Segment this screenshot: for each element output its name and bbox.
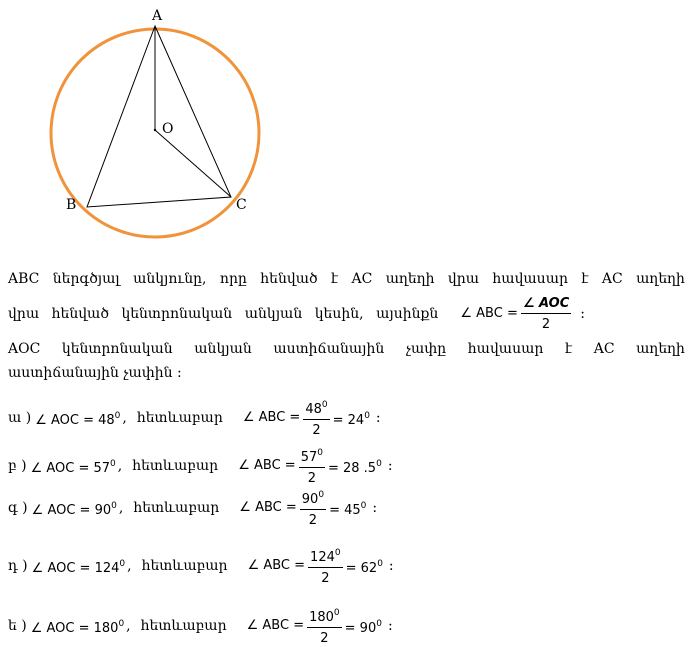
therefore-word: հետևաբար [140,618,227,634]
case-result: = 28 $.5^0$ [327,458,382,476]
case-given: ∠ AOC = $124^0$ [31,558,126,576]
case-letter: ա ) [8,410,32,426]
therefore-word: հետևաբար [133,500,220,516]
case-lhs: ∠ ABC = [246,618,305,633]
intro-l3-word: աղեղի [636,341,685,357]
intro-l1-word: անկյունը, [133,271,207,287]
circle-triangle-figure [0,0,300,245]
therefore-word: հետևաբար [132,458,219,474]
case-fraction: $\frac{57^0}{2}$ [300,448,323,486]
intro-l3-word: չափը [405,341,447,357]
intro-l3-word: AOC [8,341,41,357]
case-lhs: ∠ ABC = [242,410,301,425]
intro-l1-word: ABC [8,271,40,287]
formula-lhs: ∠ ABC = [460,306,518,321]
intro-l1-word: աղեղի [636,271,685,287]
case-row: բ ) ∠ AOC = $57^0$ , հետևաբար ∠ ABC = $\frac{57^0}{2}$ = 28 $.5^0$ : [8,448,393,486]
intro-l1-word: հենված [260,271,318,287]
intro-l2-word: հենված [51,306,109,322]
case-lhs: ∠ ABC = [247,558,306,573]
radius-oc [155,130,231,197]
therefore-word: հետևաբար [141,558,228,574]
case-fraction: $\frac{48^0}{2}$ [305,400,328,438]
case-given: ∠ AOC = $90^0$ [31,500,117,518]
case-lhs: ∠ ABC = [238,458,296,473]
intro-l1-word: վրա [447,271,479,287]
intro-l1-word: ներգծյալ [52,271,120,287]
case-lhs: ∠ ABC = [239,500,297,515]
intro-line-4: աստիճանային չափին : [8,365,182,381]
case-letter: դ ) [8,558,28,574]
case-row: գ ) ∠ AOC = $90^0$ , հետևաբար ∠ ABC = $\frac{90^0}{2}$ = $45^0$ : [8,490,378,528]
case-row: ա ) ∠ AOC = $48^0$ , հետևաբար ∠ ABC = $\frac{48^0}{2}$ = $24^0$ : [8,400,381,438]
case-given: ∠ AOC = $180^0$ [30,618,125,636]
intro-l1-word: AC [601,271,623,287]
intro-l1-word: է [581,271,589,287]
vertex-label-b: B [66,197,77,213]
intro-l1-word: աղեղի [385,271,435,287]
case-letter: ե ) [8,618,27,634]
vertex-label-c: C [236,197,247,213]
intro-l2-word: անկյան [244,306,303,322]
case-fraction: $\frac{180^0}{2}$ [309,608,340,646]
intro-l3-word: հավասար [467,341,544,357]
case-row: դ ) ∠ AOC = $124^0$ , հետևաբար ∠ ABC = $\frac{124^0}{2}$ = $62^0$ : [8,548,394,586]
intro-l1-word: որը [219,271,247,287]
general-fraction: $\frac{\text{∠ AOC}}{2}$ [522,296,570,332]
case-fraction: $\frac{124^0}{2}$ [310,548,341,586]
intro-l3-word: աստիճանային [273,341,385,357]
case-row: ե ) ∠ AOC = $180^0$ , հետևաբար ∠ ABC = $\frac{180^0}{2}$ = $90^0$ : [8,608,393,646]
intro-l1-word: է [330,271,339,287]
intro-l2-word: այսինքն [376,306,439,322]
intro-l2-word: կեսին, [314,306,364,322]
intro-line-2: վրա հենված կենտրոնական անկյան կեսին, այսինքն ∠ ABC = $\frac{\text{∠ AOC}}{2}$ : [8,296,585,332]
case-result: = $45^0$ [329,500,367,518]
vertex-label-a: A [152,8,163,24]
intro-l3-word: կենտրոնական [61,341,173,357]
triangle-abc [87,26,231,207]
case-letter: գ ) [8,500,28,516]
case-letter: բ ) [8,458,27,474]
intro-l3-word: անկյան [194,341,252,357]
intro-l3-word: է [564,341,573,357]
intro-line-3 [8,340,685,358]
center-label-o: O [162,121,174,137]
case-result: = $62^0$ [345,558,383,576]
intro-l3-word: AC [593,341,615,357]
intro-l1-word: AC [351,271,373,287]
case-given: ∠ AOC = $48^0$ [35,410,121,428]
intro-l2-word: կենտրոնական [121,306,233,322]
intro-line-1 [8,270,685,288]
case-fraction: $\frac{90^0}{2}$ [301,490,325,528]
intro-l1-word: հավասար [492,271,568,287]
case-result: = $90^0$ [344,618,382,636]
case-given: ∠ AOC = $57^0$ [30,458,116,476]
intro-l2-word: վրա [8,306,40,322]
case-result: = $24^0$ [332,410,370,428]
therefore-word: հետևաբար [136,410,223,426]
center-point [154,129,156,131]
